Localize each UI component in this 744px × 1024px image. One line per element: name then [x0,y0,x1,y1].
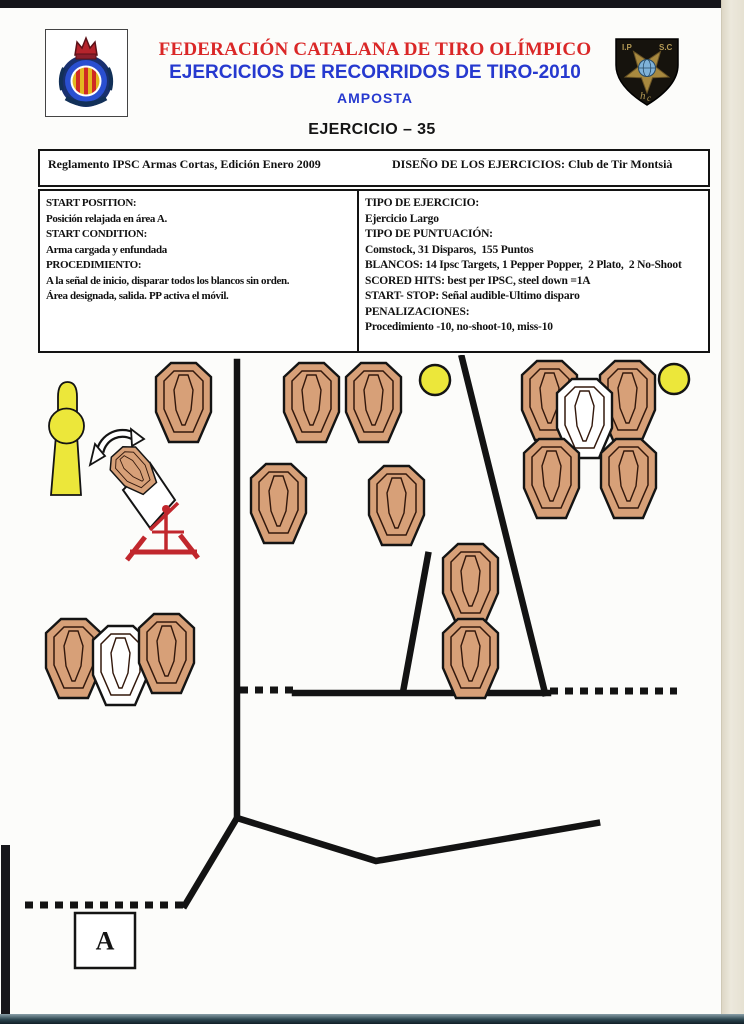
stage-briefing-left-cell [40,191,357,351]
wall-line [185,818,237,905]
briefing-line: Procedimiento -10, no-shoot-10, miss-10 [365,321,553,333]
briefing-line: Posición relajada en área A. [46,212,167,225]
course-designer: DISEÑO DE LOS EJERCICIOS: Club de Tir Montsià [392,157,673,171]
svg-text:S.C: S.C [659,43,673,52]
briefing-line: Área designada, salida. PP activa el móvil. [46,290,229,302]
stage-briefing-table [38,189,710,353]
stage-briefing-right-cell [357,191,708,351]
briefing-line: START- STOP: Señal audible-Ultimo disparo [365,290,580,302]
briefing-line: PENALIZACIONES: [365,305,470,318]
briefing-line: PROCEDIMIENTO: [46,259,142,271]
scan-edge-bottom [0,1014,744,1024]
mover-foot [127,537,145,560]
briefing-line: SCORED HITS: best per IPSC, steel down =1A [365,274,591,287]
ipsc-target [443,544,498,623]
ipsc-target [346,363,401,442]
ipsc-target [524,439,579,518]
pepper-popper [49,382,84,495]
briefing-line: TIPO DE PUNTUACIÓN: [365,228,493,240]
federation-title: FEDERACIÓN CATALANA DE TIRO OLÍMPICO [158,39,592,60]
steel-plate [420,365,450,395]
wall-line [237,818,597,861]
briefing-line: START CONDITION: [46,228,147,240]
briefing-line: START POSITION: [46,197,137,209]
event-location: AMPOSTA [337,90,413,106]
svg-text:c: c [647,93,651,103]
ipsc-target [156,363,211,442]
ipsc-target [284,363,339,442]
briefing-line: TIPO DE EJERCICIO: [365,197,479,209]
briefing-line: Arma cargada y enfundada [46,243,167,256]
start-area-label: A [95,926,115,956]
popper-circle [49,409,84,444]
ipsc-target [251,464,306,543]
svg-text:h: h [640,90,646,102]
wall-line [403,555,428,692]
rules-bar [38,149,710,187]
ipsc-target [369,466,424,545]
course-diagram [0,355,744,1015]
briefing-line: Ejercicio Largo [365,212,439,225]
ipsc-target [139,614,194,693]
scan-edge-top [0,0,744,8]
briefing-line: BLANCOS: 14 Ipsc Targets, 1 Pepper Popper, 2 Plato, 2 No-Shoot [365,259,682,271]
exercise-number-title: EJERCICIO – 35 [308,121,436,138]
mover-foot [180,535,198,558]
event-title: EJERCICIOS DE RECORRIDOS DE TIRO-2010 [169,62,581,83]
ipsc-target [443,619,498,698]
ipsc-target [601,439,656,518]
scan-edge-right [721,0,744,1024]
briefing-line: A la señal de inicio, disparar todos los blancos sin orden. [46,274,290,287]
briefing-line: Comstock, 31 Disparos, 155 Puntos [365,243,534,256]
rulebook-reference: Reglamento IPSC Armas Cortas, Edición Enero 2009 [48,157,321,171]
svg-text:I.P: I.P [622,43,632,52]
steel-plate [659,364,689,394]
